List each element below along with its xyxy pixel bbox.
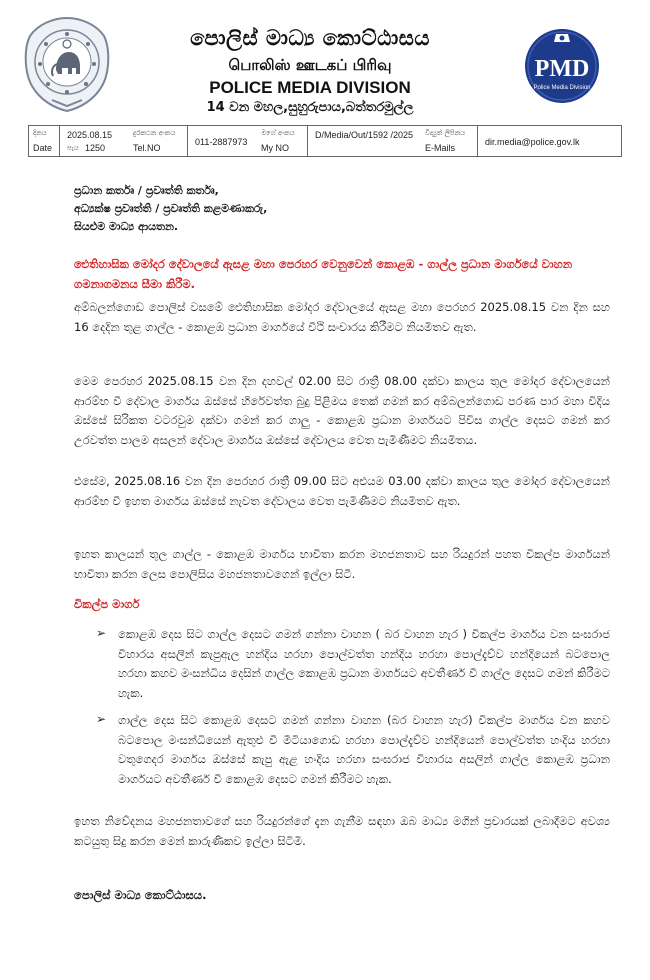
signature: පොලිස් මාධ්‍ය කොට්ඨාසය.	[74, 888, 207, 902]
header-title-english: POLICE MEDIA DIVISION	[209, 78, 411, 97]
date-value: 2025.08.15	[67, 130, 113, 140]
header-title-sinhala: පොලිස් මාධ්‍ය කොට්ඨාසය	[190, 26, 430, 50]
email-label-english: E-Mails	[425, 143, 456, 153]
body-paragraph: මෙම පෙරහර 2025.08.15 වන දින දහවල් 02.00 සිට රාත්‍රී 08.00 දක්වා කාලය තුල මෝදර දේවාලයෙන් ආරම්භ වී දේවාල මාර්ගය ඔස්සේ හිරේවත්ත බුදු පිළිමය තෙක් ගමන් කර අම්බලන්ගොඩ පරණ පාර මහා විදිය ඔස්සේ සිරිකත වටරවුම දක්වා ගමන් කර ගාලු - කොළඹ ප්‍රධාන මාර්ගයට පිවිස ගාල්ල දෙසට ගමන් කර උරවත්ත පාලම අසලන් දේවාල මාර්ගය ඔස්සේ දේවාලය වෙත පැමිණීමට නියමිතය.	[74, 374, 610, 447]
pmd-logo-subtext: Police Media Division	[533, 85, 591, 91]
recipient-line: සියළුම මාධ්‍ය ආයතන.	[74, 220, 179, 233]
tel-value: 011-2887973	[195, 137, 248, 147]
my-no-value: D/Media/Out/1592 /2025	[315, 130, 414, 140]
my-no-label-sinhala: මගේ අංකය	[261, 129, 295, 137]
alt-route-item: කොළඹ දෙස සිට ගාල්ල දෙසට ගමන් ගන්නා වාහන ( බර වාහන හැර ) විකල්ප මාර්ගය වන සංඝරාජ විහාරය අසලින් කැපුඇල හන්දිය හරහා පොල්වත්ත හන්දිය හරහා පොල්දැව්ව හන්දියෙන් බටපොල හරහා කහව මංසන්ධිය දෙසින් ගාල්ල කොළඹ ප්‍රධාන මාර්ගයට අවතීර්ණ වී ගාල්ල දෙසට ගමන් කිරීමට හැක.	[118, 627, 610, 700]
reference-info-bar	[28, 125, 622, 157]
body-paragraph: අම්බලන්ගොඩ පොලිස් වසමේ ඓතිහාසික මෝදර දේවාලයේ ඇසළ මහා පෙරහර 2025.08.15 වන දින සහ 16 දෙදින තුළ ගාල්ල - කොළඹ ප්‍රධාන මාර්ගයේ වීථි සංචාරය කිරීමට නියමිතව ඇත.	[74, 300, 610, 334]
sri-lanka-police-emblem-icon	[22, 14, 112, 114]
pmd-logo	[508, 26, 616, 106]
arrow-bullet-icon: ➢	[96, 626, 107, 640]
arrow-bullet-icon: ➢	[96, 712, 107, 726]
tel-label-sinhala: දුරකථන අංකය	[133, 129, 176, 137]
date-label-sinhala: දිනය	[33, 129, 47, 137]
date-label-english: Date	[33, 143, 53, 153]
email-value: dir.media@police.gov.lk	[485, 137, 580, 147]
header-address: 14 වන මහල,සුහුරුපාය,බත්තරමුල්ල	[206, 100, 414, 115]
time-value: 1250	[85, 143, 106, 153]
email-label-sinhala: විද්‍යුත් ලිපිනය	[425, 129, 466, 137]
alt-route-item: ගාල්ල දෙස සිට කොළඹ දෙසට ගමන් ගන්නා වාහන (බර වාහන හැර) විකල්ප මාර්ගය වන කහව බටපොල මංසන්ධියෙන් ඇතුළු වී මීටියාගොඩ හරහා පොල්දැව්ව හන්දියෙන් පොල්වත්ත හංදිය හරහා වතුගෙදර මාර්ගය ඔස්සේ කැපු ඇළ හංදිය හරහා සංඝරාජ විහාරය අසලින් ගාල්ල කොළඹ ප්‍රධාන මාර්ගයට අවතීර්ණ වී කොළඹ දෙසට ගමන් කිරීමට හැක.	[118, 713, 610, 786]
time-label: පැය	[67, 144, 79, 152]
pmd-logo-text: PMD	[534, 56, 590, 82]
subject-heading: ඓතිහාසික මෝදර දේවාලයේ ඇසළ මහා පෙරහර වෙනුවෙන් කොළඹ - ගාල්ල ප්‍රධාන මාර්ගයේ වාහන ගමනාගමනය සීමා කිරීම.	[74, 257, 573, 291]
recipient-line: ප්‍රධාන කර්තෘ / ප්‍රවෘත්ති කර්තෘ,	[74, 184, 219, 197]
body-paragraph: එසේම, 2025.08.16 වන දින පෙරහර රාත්‍රී 09.00 සිට අළුයම 03.00 දක්වා කාලය තුල මෝදර දේවාලයෙන් ආරම්භ වී ඉහත මාර්ගය ඔස්සේ නැවත දේවාලය වෙත පැමිණීමට නියමිතව ඇත.	[74, 474, 610, 508]
recipient-line: අධ්‍යක්ෂ ප්‍රවෘත්ති / ප්‍රවෘත්ති කළමණාකරු,	[74, 202, 268, 215]
my-no-label-english: My NO	[261, 143, 289, 153]
alt-routes-heading: විකල්ප මාර්ග	[74, 597, 140, 611]
header-title-tamil: பொலிஸ் ஊடகப் பிரிவு	[228, 56, 392, 74]
closing-paragraph: ඉහත නිවේදනය මහජනතාවගේ සහ රියදුරන්ගේ දැන ගැනීම සඳහා ඔබ මාධ්‍ය මගින් ප්‍රචාරයක් ලබාදීමට අවශ්‍ය කටයුතු සිදු කරන මෙන් කාරුණිකව ඉල්ලා සිටිමි.	[74, 814, 610, 848]
body-paragraph: ඉහත කාලයන් තුල ගාල්ල - කොළඹ මාර්ගය භාවිතා කරන මහජනතාව සහ රියදුරන් පහත විකල්ප මාර්ගයන් භාවිතා කරන ලෙස පොලිසිය මහජනතාවගෙන් ඉල්ලා සිටී.	[74, 547, 610, 581]
tel-label-english: Tel.NO	[133, 143, 161, 153]
